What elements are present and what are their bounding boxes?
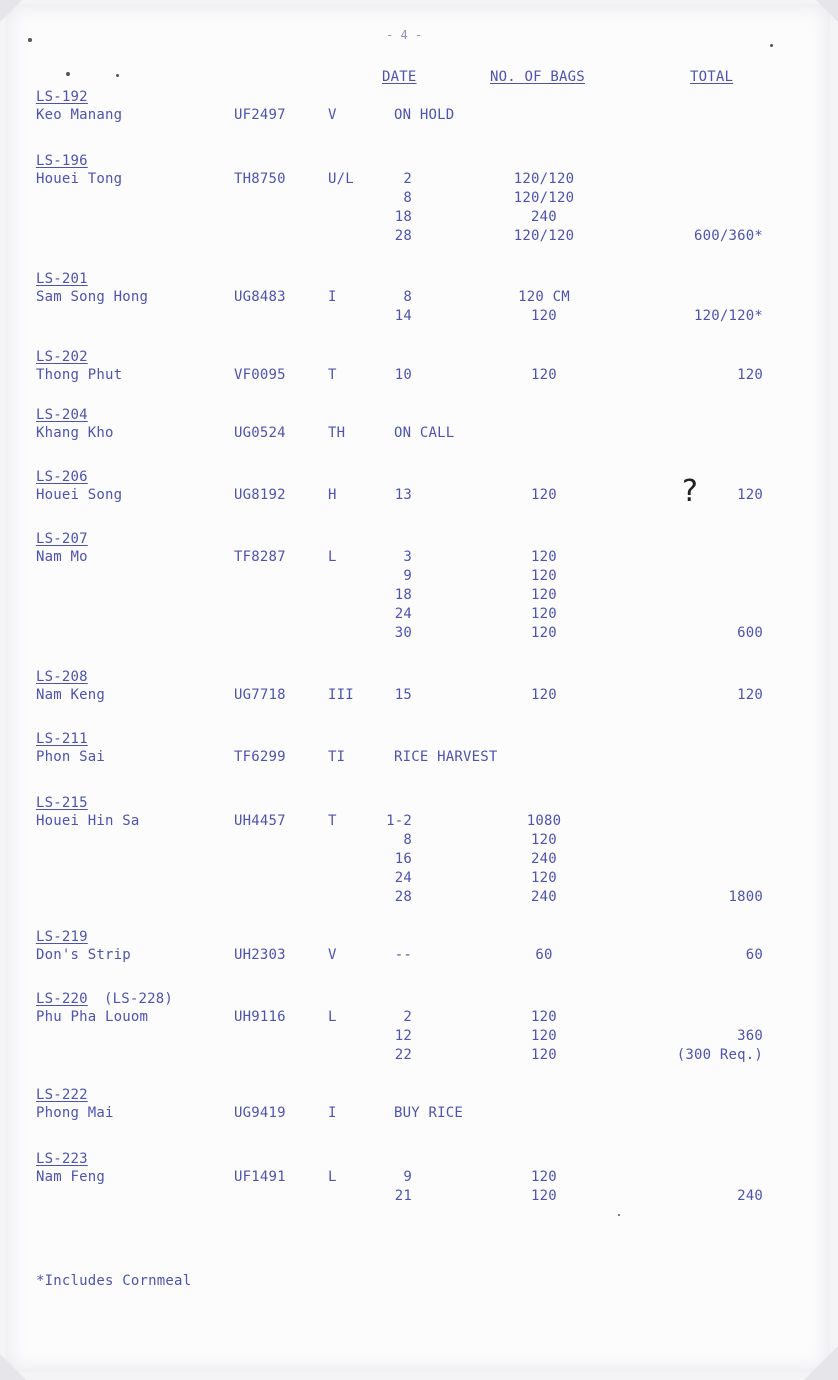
site-alt-id: (LS-228) [104, 991, 174, 1007]
bag-count: 120 [531, 1028, 557, 1044]
header-date: DATE [382, 69, 417, 85]
header-total: TOTAL [690, 69, 734, 85]
site-name: Thong Phut [36, 367, 123, 383]
bag-count: 120/120 [513, 228, 575, 244]
bag-count: 120 [531, 549, 557, 565]
site-id: LS-204 [36, 407, 88, 423]
delivery-date: 12 [394, 1028, 412, 1044]
total-value: (300 Req.) [676, 1047, 763, 1063]
delivery-date: 8 [403, 190, 412, 206]
grid-coordinate: UF1491 [234, 1169, 286, 1185]
paper-speck [66, 72, 70, 76]
bag-count: 120 [531, 308, 557, 324]
site-code: TH [328, 425, 346, 441]
site-id: LS-206 [36, 469, 88, 485]
site-id: LS-201 [36, 271, 88, 287]
bag-count: 1080 [526, 813, 562, 829]
site-id: LS-220 [36, 991, 88, 1007]
delivery-date: 21 [394, 1188, 412, 1204]
status-note: ON CALL [394, 425, 455, 441]
site-name: Nam Mo [36, 549, 88, 565]
site-code: L [328, 1009, 337, 1025]
bag-count: 120 [531, 870, 557, 886]
site-name: Houei Song [36, 487, 123, 503]
site-id: LS-208 [36, 669, 88, 685]
delivery-date: 8 [403, 289, 412, 305]
site-code: T [328, 813, 337, 829]
bag-count: 120 [531, 367, 557, 383]
bag-count: 120 [531, 687, 557, 703]
corner-fold-bl [0, 1354, 26, 1380]
total-value: 120/120* [693, 308, 763, 324]
grid-coordinate: TH8750 [234, 171, 286, 187]
delivery-date: 10 [394, 367, 412, 383]
corner-fold-tr [816, 0, 838, 22]
site-code: I [328, 1105, 337, 1121]
site-code: V [328, 107, 337, 123]
grid-coordinate: TF6299 [234, 749, 286, 765]
delivery-date: 13 [394, 487, 412, 503]
site-name: Houei Tong [36, 171, 123, 187]
bag-count: 240 [531, 209, 557, 225]
grid-coordinate: UF2497 [234, 107, 286, 123]
bag-count: 120/120 [513, 171, 575, 187]
delivery-date: 16 [394, 851, 412, 867]
delivery-date: 18 [394, 209, 412, 225]
bag-count: 120 [531, 832, 557, 848]
delivery-date: 8 [403, 832, 412, 848]
paper-speck [618, 1214, 620, 1216]
status-note: BUY RICE [394, 1105, 464, 1121]
site-id: LS-222 [36, 1087, 88, 1103]
site-code: III [328, 687, 354, 703]
bag-count: 240 [531, 851, 557, 867]
grid-coordinate: UG8483 [234, 289, 286, 305]
site-name: Don's Strip [36, 947, 131, 963]
site-name: Khang Kho [36, 425, 114, 441]
site-code: L [328, 549, 337, 565]
total-value: 120 [737, 367, 763, 383]
bag-count: 120/120 [513, 190, 575, 206]
paper-speck [28, 38, 32, 42]
delivery-date: 2 [403, 171, 412, 187]
bag-count: 240 [531, 889, 557, 905]
total-value: 120 [737, 687, 763, 703]
bag-count: 120 [531, 1009, 557, 1025]
bag-count: 120 [531, 568, 557, 584]
delivery-date: 18 [394, 587, 412, 603]
grid-coordinate: UG9419 [234, 1105, 286, 1121]
site-name: Phon Sai [36, 749, 106, 765]
bag-count: 120 [531, 625, 557, 641]
header-bags: NO. OF BAGS [490, 69, 585, 85]
document-page [6, 4, 830, 1372]
site-name: Keo Manang [36, 107, 123, 123]
delivery-date: 3 [403, 549, 412, 565]
delivery-date: 24 [394, 606, 412, 622]
status-note: RICE HARVEST [394, 749, 498, 765]
grid-coordinate: UH9116 [234, 1009, 286, 1025]
total-value: 600 [737, 625, 763, 641]
site-code: L [328, 1169, 337, 1185]
grid-coordinate: UH2303 [234, 947, 286, 963]
grid-coordinate: UG8192 [234, 487, 286, 503]
site-id: LS-211 [36, 731, 88, 747]
grid-coordinate: UH4457 [234, 813, 286, 829]
site-code: V [328, 947, 337, 963]
delivery-date: 15 [394, 687, 412, 703]
bag-count: 60 [535, 947, 553, 963]
grid-coordinate: UG0524 [234, 425, 286, 441]
site-name: Phu Pha Louom [36, 1009, 149, 1025]
site-id: LS-223 [36, 1151, 88, 1167]
delivery-date: 28 [394, 889, 412, 905]
total-value: 360 [737, 1028, 763, 1044]
paper-speck [770, 44, 773, 47]
delivery-date: 9 [403, 1169, 412, 1185]
delivery-date: 22 [394, 1047, 412, 1063]
delivery-date: 9 [403, 568, 412, 584]
site-code: TI [328, 749, 346, 765]
site-code: U/L [328, 171, 354, 187]
grid-coordinate: UG7718 [234, 687, 286, 703]
bag-count: 120 [531, 1169, 557, 1185]
bag-count: 120 CM [518, 289, 570, 305]
delivery-date: 30 [394, 625, 412, 641]
delivery-date: 28 [394, 228, 412, 244]
site-name: Nam Keng [36, 687, 106, 703]
total-value: 240 [737, 1188, 763, 1204]
site-name: Nam Feng [36, 1169, 106, 1185]
site-code: H [328, 487, 337, 503]
site-name: Houei Hin Sa [36, 813, 140, 829]
site-id: LS-207 [36, 531, 88, 547]
footnote: *Includes Cornmeal [36, 1273, 192, 1289]
site-id: LS-192 [36, 89, 88, 105]
delivery-date: 1-2 [386, 813, 412, 829]
delivery-date: 24 [394, 870, 412, 886]
site-id: LS-219 [36, 929, 88, 945]
site-id: LS-202 [36, 349, 88, 365]
site-name: Phong Mai [36, 1105, 114, 1121]
paper-speck [116, 74, 119, 77]
total-value: 1800 [728, 889, 763, 905]
grid-coordinate: VF0095 [234, 367, 286, 383]
bag-count: 120 [531, 487, 557, 503]
delivery-date: 14 [394, 308, 412, 324]
grid-coordinate: TF8287 [234, 549, 286, 565]
page-number: - 4 - [386, 28, 423, 42]
handwritten-question-mark: ? [682, 474, 698, 509]
site-code: T [328, 367, 337, 383]
bag-count: 120 [531, 1188, 557, 1204]
total-value: 600/360* [693, 228, 763, 244]
total-value: 60 [745, 947, 763, 963]
corner-fold-br [804, 1346, 838, 1380]
site-code: I [328, 289, 337, 305]
corner-fold-tl [0, 0, 22, 22]
total-value: 120 [737, 487, 763, 503]
delivery-date: 2 [403, 1009, 412, 1025]
site-id: LS-196 [36, 153, 88, 169]
bag-count: 120 [531, 1047, 557, 1063]
status-note: ON HOLD [394, 107, 455, 123]
site-name: Sam Song Hong [36, 289, 149, 305]
site-id: LS-215 [36, 795, 88, 811]
delivery-date: -- [394, 947, 412, 963]
bag-count: 120 [531, 587, 557, 603]
bag-count: 120 [531, 606, 557, 622]
